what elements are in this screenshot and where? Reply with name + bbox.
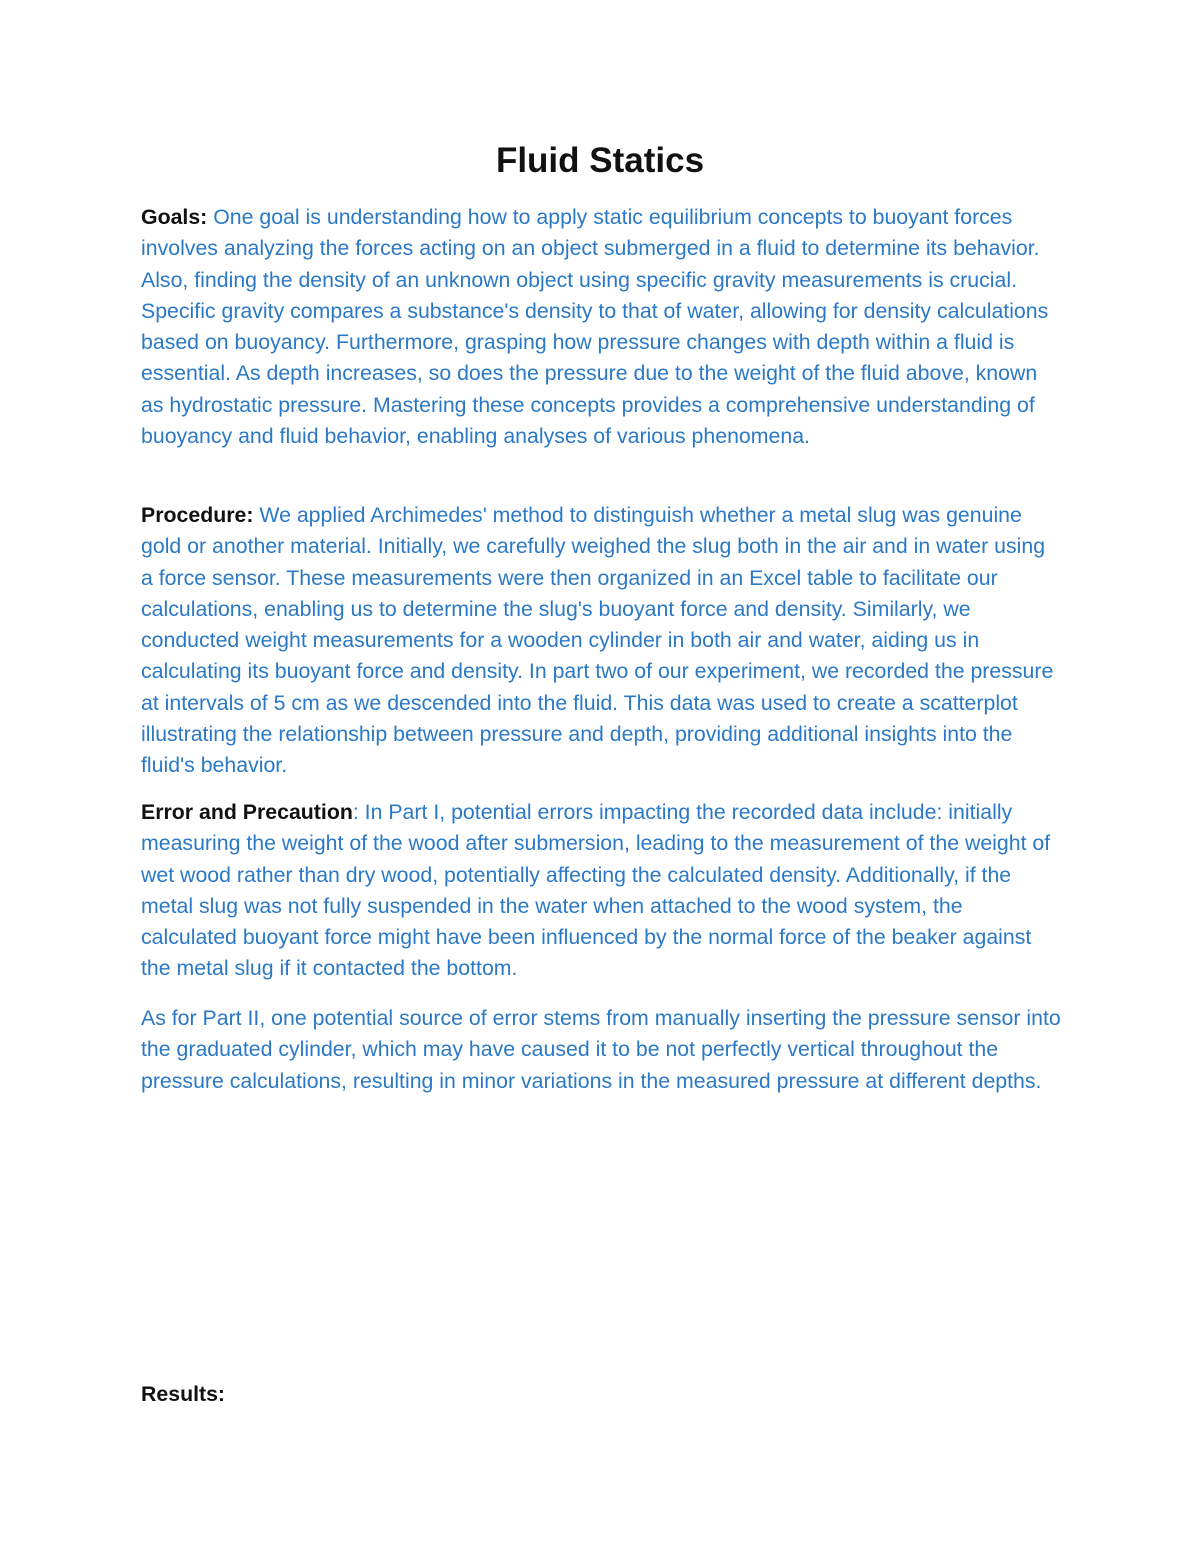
procedure-text: We applied Archimedes' method to distinguish whether a metal slug was genuine gold or another material. Initially, we carefully weighed the slug both in the air and in water using a force sensor. These measurements were then organized in an Excel table to facilitate our calculations, enabling us to determine the slug's buoyant force and density. Similarly, we conducted weight measurements for a wooden cylinder in both air and water, aiding us in calculating its buoyant force and density. In part two of our experiment, we recorded the pressure at intervals of 5 cm as we descended into the fluid. This data was used to create a scatterplot illustrating the relationship between pressure and depth, providing additional insights into the fluid's behavior. (141, 503, 1054, 778)
part-two-errors-paragraph: As for Part II, one potential source of error stems from manually inserting the pressure sensor into the graduated cylinder, which may have caused it to be not perfectly vertical throughout the pressure calculations, resulting in minor variations in the measured pressure at different depths. (141, 1006, 1061, 1093)
error-precaution-paragraph (141, 797, 1061, 985)
goals-label: Goals: (141, 205, 208, 229)
goals-paragraph (141, 202, 1061, 452)
results-label: Results: (141, 1382, 226, 1406)
error-precaution-label: Error and Precaution (141, 800, 353, 824)
procedure-label: Procedure: (141, 503, 254, 527)
error-precaution-text: : In Part I, potential errors impacting the recorded data include: initially measuring the weight of the wood after submersion, leading to the measurement of the weight of wet wood rather than dry wood, potentially affecting the calculated density. Additionally, if the metal slug was not fully suspended in the water when attached to the wood system, the calculated buoyant force might have been influenced by the normal force of the beaker against the metal slug if it contacted the bottom. (141, 800, 1051, 981)
procedure-paragraph (141, 500, 1061, 782)
document-title: Fluid Statics (495, 141, 705, 180)
goals-text: One goal is understanding how to apply static equilibrium concepts to buoyant forces involves analyzing the forces acting on an object submerged in a fluid to determine its behavior. Also, finding the density of an unknown object using specific gravity measurements is crucial. Specific gravity compares a substance's density to that of water, allowing for density calculations based on buoyancy. Furthermore, grasping how pressure changes with depth within a fluid is essential. As depth increases, so does the pressure due to the weight of the fluid above, known as hydrostatic pressure. Mastering these concepts provides a comprehensive understanding of buoyancy and fluid behavior, enabling analyses of various phenomena. (141, 205, 1049, 449)
